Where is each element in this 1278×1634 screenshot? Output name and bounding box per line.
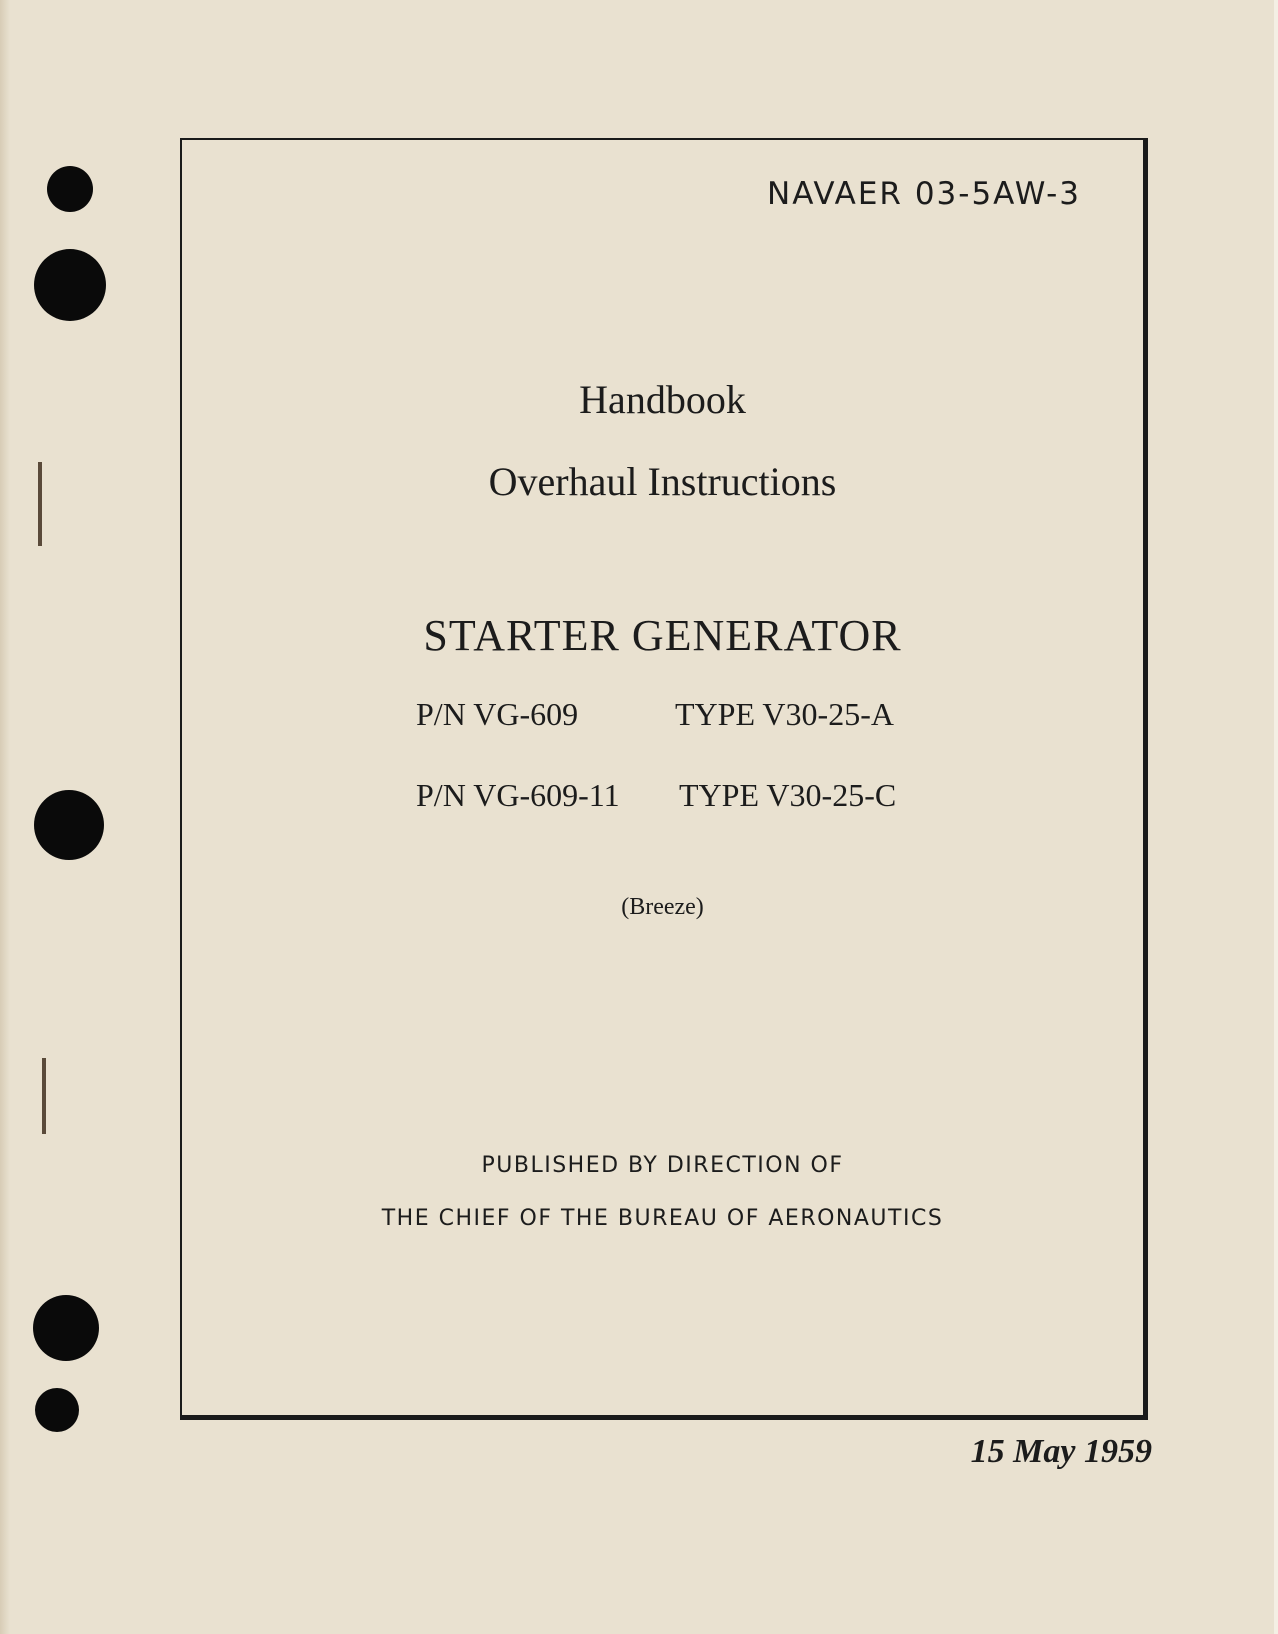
punch-hole-3 bbox=[34, 790, 104, 860]
title-frame bbox=[180, 138, 1148, 1420]
title-overhaul-instructions: Overhaul Instructions bbox=[488, 459, 837, 504]
binder-mark-1 bbox=[38, 462, 42, 546]
part-type-1: TYPE V30-25-A bbox=[675, 696, 894, 732]
part-number-2: P/N VG-609-11 bbox=[416, 777, 620, 813]
punch-hole-1 bbox=[47, 166, 93, 212]
published-by-line: PUBLISHED BY DIRECTION OF bbox=[481, 1153, 844, 1178]
punch-hole-2 bbox=[34, 249, 106, 321]
punch-hole-4 bbox=[33, 1295, 99, 1361]
document-number: NAVAER 03-5AW-3 bbox=[767, 176, 1081, 212]
part-number-1: P/N VG-609 bbox=[416, 696, 579, 732]
subject-title: STARTER GENERATOR bbox=[423, 611, 902, 660]
punch-hole-5 bbox=[35, 1388, 79, 1432]
publication-date: 15 May 1959 bbox=[970, 1433, 1152, 1470]
title-handbook: Handbook bbox=[579, 377, 746, 422]
publisher-line: THE CHIEF OF THE BUREAU OF AERONAUTICS bbox=[381, 1206, 944, 1231]
manufacturer: (Breeze) bbox=[621, 894, 704, 920]
page-edge bbox=[0, 0, 10, 1634]
part-type-2: TYPE V30-25-C bbox=[679, 777, 897, 813]
binder-mark-2 bbox=[42, 1058, 46, 1134]
